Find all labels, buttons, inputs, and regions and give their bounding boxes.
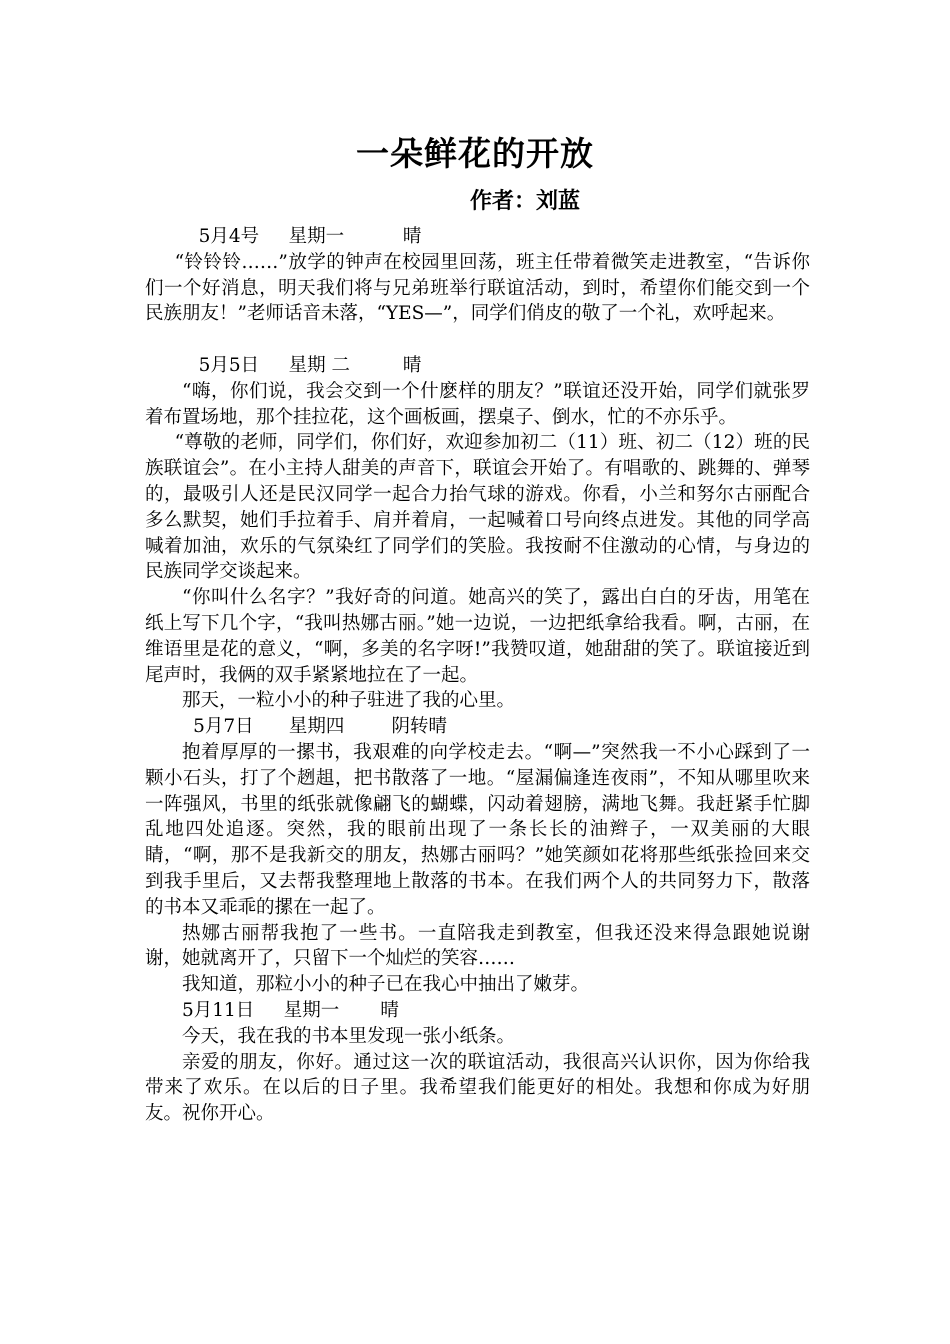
diary-date-heading: 5月4号 星期一 晴 — [198, 226, 422, 247]
document-body — [145, 224, 810, 1127]
body-paragraph: 今天，我在我的书本里发现一张小纸条。 — [182, 1025, 516, 1047]
diary-date-heading: 5月5日 星期 二 晴 — [198, 354, 422, 376]
author-line: 作者：刘蓝 — [470, 189, 581, 214]
body-paragraph: “尊敬的老师，同学们，你们好，欢迎参加初二（11）班、初二（12）班的民族联谊会”。在小主持人甜美的声音下，联谊会开始了。有唱歌的、跳舞的、弹琴的，最吸引人还是民汉同学一起合力抬气球的游戏。你看，小兰和努尔古丽配合多么默契，她们手拉着手、肩并着肩，一起喊着口号向终点进发。其他的同学高喊着加油，欢乐的气氛染红了同学们的笑脸。我按耐不住激动的心情，与身边的民族同学交谈起来。 — [145, 432, 810, 583]
body-paragraph: 抱着厚厚的一摞书，我艰难的向学校走去。“啊—”突然我一不小心踩到了一颗小石头，打了个趔趄，把书散落了一地。“屋漏偏逢连夜雨”，不知从哪里吹来一阵强风，书里的纸张就像翩飞的蝴蝶，闪动着翅膀，满地飞舞。我赶紧手忙脚乱地四处追逐。突然，我的眼前出现了一条长长的油辫子，一双美丽的大眼睛，“啊，那不是我新交的朋友，热娜古丽吗？”她笑颜如花将那些纸张捡回来交到我手里后，又去帮我整理地上散落的书本。在我们两个人的共同努力下，散落的书本又乖乖的摞在一起了。 — [145, 741, 810, 918]
body-paragraph: 热娜古丽帮我抱了一些书。一直陪我走到教室，但我还没来得急跟她说谢谢，她就离开了，只留下一个灿烂的笑容…… — [145, 922, 810, 970]
document-title: 一朵鲜花的开放 — [356, 134, 594, 173]
body-paragraph: 我知道，那粒小小的种子已在我心中抽出了嫩芽。 — [182, 974, 590, 996]
body-paragraph: “嗨，你们说，我会交到一个什麽样的朋友？”联谊还没开始，同学们就张罗着布置场地，那个挂拉花，这个画板画，摆桌子、倒水，忙的不亦乐乎。 — [145, 380, 810, 428]
body-paragraph: 那天，一粒小小的种子驻进了我的心里。 — [182, 690, 516, 712]
body-paragraph: 亲爱的朋友，你好。通过这一次的联谊活动，我很高兴认识你，因为你给我带来了欢乐。在以后的日子里。我希望我们能更好的相处。我想和你成为好朋友。祝你开心。 — [145, 1051, 810, 1125]
body-paragraph: “铃铃铃……”放学的钟声在校园里回荡，班主任带着微笑走进教室，“告诉你们一个好消息，明天我们将与兄弟班举行联谊活动，到时，希望你们能交到一个民族朋友！”老师话音未落，“YES—”，同学们俏皮的敬了一个礼，欢呼起来。 — [145, 251, 810, 325]
body-paragraph: “你叫什么名字？”我好奇的问道。她高兴的笑了，露出白白的牙齿，用笔在纸上写下几个字，“我叫热娜古丽。”她一边说，一边把纸拿给我看。啊，古丽，在维语里是花的意义，“啊，多美的名字呀!”我赞叹道，她甜甜的笑了。联谊接近到尾声时，我俩的双手紧紧地拉在了一起。 — [145, 587, 810, 686]
diary-date-heading: 5月11日 星期一 晴 — [182, 999, 399, 1021]
blank-line — [145, 327, 810, 353]
diary-date-heading: 5月7日 星期四 阴转晴 — [193, 716, 447, 738]
